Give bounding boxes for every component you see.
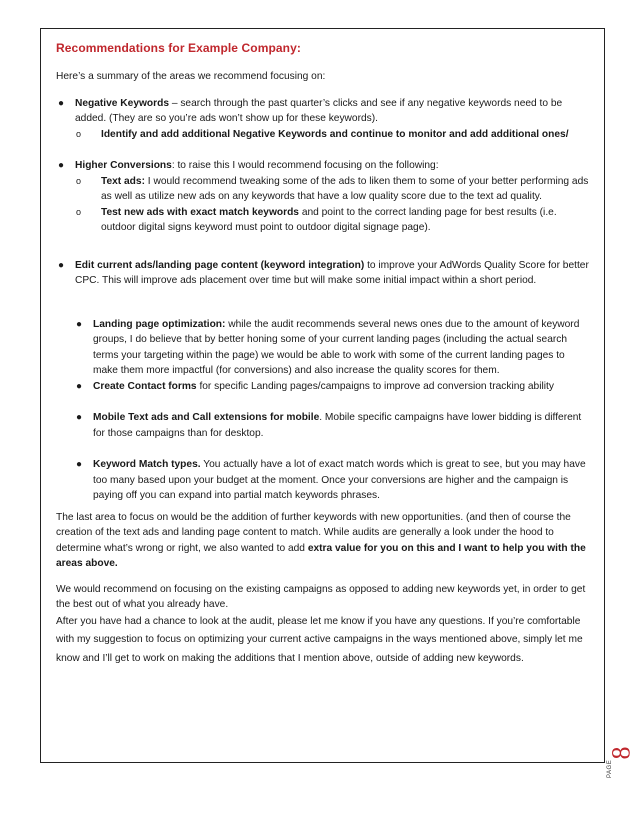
closing-paragraph-1 [56, 510, 589, 572]
closing-bold: extra value for you on this and I want to help you with the areas above. [56, 542, 586, 569]
page-frame [40, 28, 605, 763]
item-title: Higher Conversions [75, 160, 172, 171]
item-text: to improve your AdWords Quality Score for better CPC. This will improve ads placement over time but will make some initial impact within a short period. [75, 259, 589, 286]
item-text: You actually have a lot of exact match words which is great to see, but you may have too many based upon your budget at the moment. Once your conversions are higher and the campaign is paying off you can expand into partial match keywords phrases. [93, 459, 586, 501]
sub-item-text-ads [56, 174, 589, 205]
bullet-icon: ● [76, 380, 83, 392]
list-item-match-types [56, 457, 589, 504]
bullet-icon: ● [76, 318, 83, 330]
item-text: while the audit recommends several news ones due to the amount of keyword groups, I do believe that by better honing some of your current landing pages (including the actual search terms your targeting within the page) we would be able to work with some of the current landing pages to make them more impactful (for conversions) and also increase the quality scores for them. [93, 318, 580, 376]
recommendation-list [56, 96, 589, 504]
item-title: Keyword Match types. [93, 459, 201, 470]
item-title: Mobile Text ads and Call extensions for mobile [93, 412, 320, 423]
page-number [606, 738, 638, 778]
list-item-higher-conversions [56, 158, 589, 174]
list-item-negative-keywords [56, 96, 589, 127]
circle-bullet-icon: o [76, 206, 82, 217]
sub-item-text: I would recommend tweaking some of the ads to liken them to some of your better performing ads as well as utilize new ads on any keywords that have a low quality score due to the text ad quality. [101, 175, 589, 202]
bullet-icon: ● [76, 459, 83, 470]
item-title: Create Contact forms [93, 380, 197, 392]
item-text: . Mobile specific campaigns have lower bidding is different for those campaigns than for desktop. [93, 412, 582, 439]
item-text: : to raise this I would recommend focusing on the following: [171, 160, 439, 171]
closing-paragraph-3: After you have had a chance to look at the audit, please let me know if you have any questions. If you’re comfortable with my suggestion to focus on optimizing your current active campaigns in the ways mentioned above, simply let me know and I’ll get to work on making the additions that I mention above, outside of adding new keywords. [56, 615, 583, 664]
circle-bullet-icon: o [76, 175, 82, 186]
item-text: for specific Landing pages/campaigns to improve ad conversion tracking ability [196, 380, 554, 392]
page-label: PAGE [607, 759, 613, 778]
circle-bullet-icon: o [76, 128, 82, 139]
item-text: – search through the past quarter’s clicks and see if any negative keywords need to be added. (They are so you’re ads won’t show up for these keywords). [75, 97, 563, 124]
item-title: Landing page optimization: [93, 318, 226, 330]
sub-item-text: Identify and add additional Negative Keywords and continue to monitor and add additional ones/ [101, 128, 569, 140]
bullet-icon: ● [58, 97, 65, 109]
page-title: Recommendations for Example Company: [56, 41, 301, 55]
list-item-edit-ads [56, 258, 589, 289]
list-item-contact-forms [56, 379, 589, 395]
sub-item-negative [56, 127, 589, 143]
item-title: Edit current ads/landing page content (keyword integration) [75, 259, 365, 271]
bullet-icon: ● [58, 160, 65, 171]
intro-text: Here’s a summary of the areas we recommend focusing on: [56, 71, 326, 82]
sub-item-text: and point to the correct landing page for best results (i.e. outdoor digital signs keyword must point to outdoor digital signage page). [101, 206, 557, 233]
page-number-value: 8 [606, 746, 636, 760]
sub-item-title: Text ads: [101, 175, 145, 187]
sub-item-test-ads [56, 205, 589, 236]
list-item-landing-page [56, 317, 589, 379]
bullet-icon: ● [58, 259, 65, 271]
bullet-icon: ● [76, 412, 83, 423]
list-item-mobile [56, 410, 589, 441]
closing-text: The last area to focus on would be the addition of further keywords with new opportunities. (and then of course the creation of the text ads and landing page content to match. While audits are generally a look under the hood to determine what’s wrong or right, we also wanted to add [56, 511, 571, 554]
item-title: Negative Keywords [75, 97, 169, 109]
sub-item-title: Test new ads with exact match keywords [101, 206, 299, 218]
closing-paragraph-2: We would recommend on focusing on the existing campaigns as opposed to adding new keywords yet, in order to get the best out of what you already have. [56, 583, 586, 610]
